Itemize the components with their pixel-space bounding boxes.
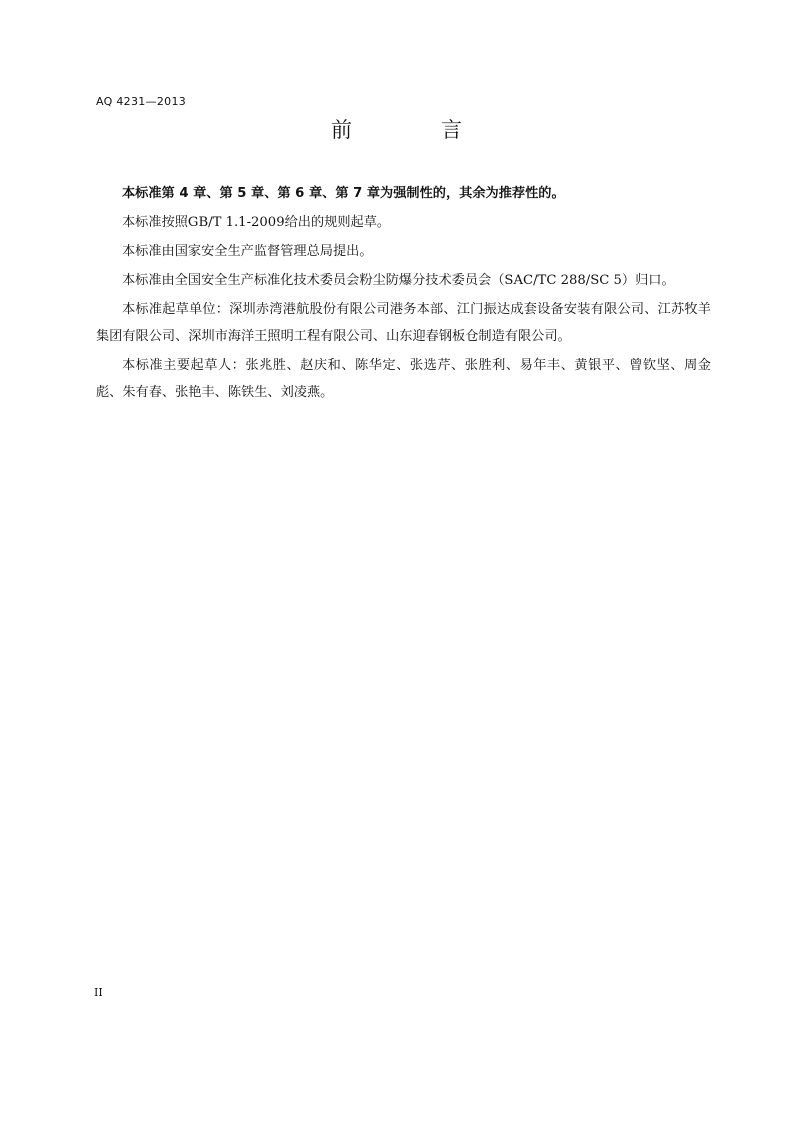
paragraph-proposer: 本标准由国家安全生产监督管理总局提出。 [122,244,373,259]
paragraph-mandatory-chapters: 本标准第 4 章、第 5 章、第 6 章、第 7 章为强制性的，其余为推荐性的。 [122,186,565,201]
paragraph-drafters: 本标准主要起草人：张兆胜、赵庆和、陈华定、张选芹、张胜利、易年丰、黄银平、曾钦坚、周金彪、朱有春、张艳丰、陈铁生、刘凌燕。 [96,358,711,400]
paragraph-drafting-units: 本标准起草单位：深圳赤湾港航股份有限公司港务本部、江门振达成套设备安装有限公司、江苏牧羊集团有限公司、深圳市海洋王照明工程有限公司、山东迎春钢板仓制造有限公司。 [96,302,711,344]
page-title: 前 言 [331,118,496,142]
paragraph-technical-committee: 本标准由全国安全生产标准化技术委员会粉尘防爆分技术委员会（SAC/TC 288/SC 5）归口。 [122,273,675,288]
document-code: AQ 4231—2013 [96,95,187,108]
foreword-body [96,180,711,408]
page-number: II [94,986,103,999]
paragraph-drafting-rules: 本标准按照GB/T 1.1-2009给出的规则起草。 [122,215,391,230]
